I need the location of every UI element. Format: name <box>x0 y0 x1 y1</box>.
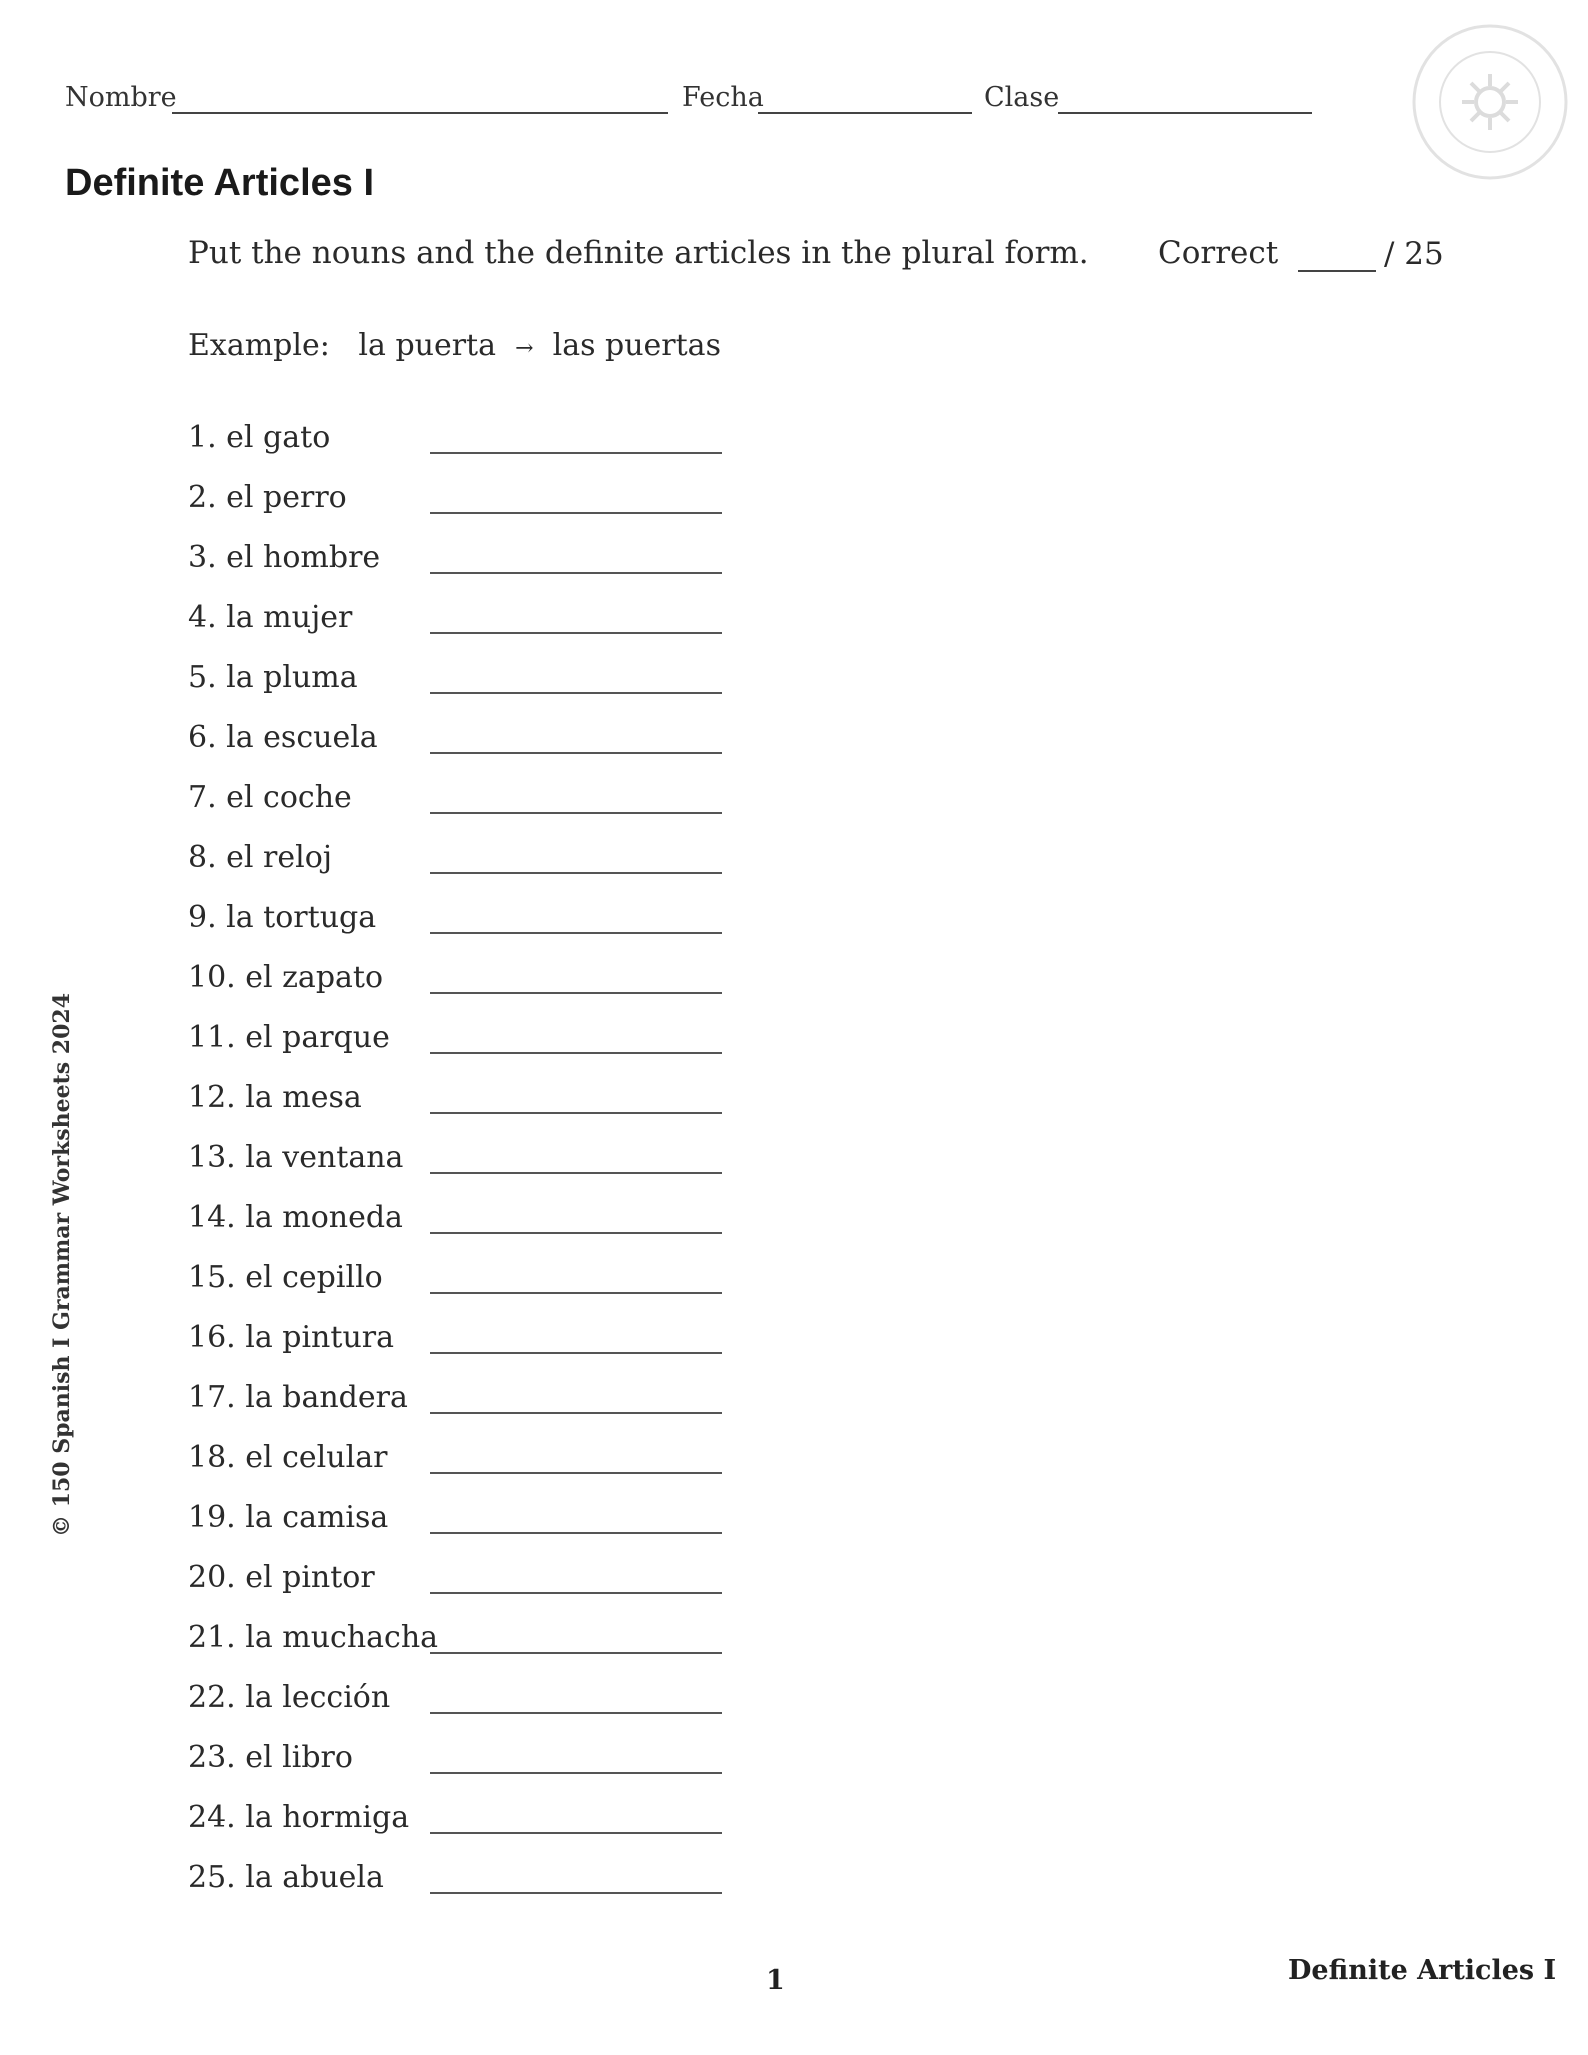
answer-field-23[interactable] <box>430 1772 722 1774</box>
answer-field-15[interactable] <box>430 1292 722 1294</box>
answer-field-21[interactable] <box>430 1652 722 1654</box>
answer-field-13[interactable] <box>430 1172 722 1174</box>
answer-field-6[interactable] <box>430 752 722 754</box>
answer-field-24[interactable] <box>430 1832 722 1834</box>
exercise-item-20: 20. el pintor <box>188 1560 375 1595</box>
name-label: Nombre <box>65 82 177 113</box>
answer-field-20[interactable] <box>430 1592 722 1594</box>
answer-field-5[interactable] <box>430 692 722 694</box>
exercise-item-11: 11. el parque <box>188 1020 390 1055</box>
example-plural: las puertas <box>552 328 721 363</box>
exercise-item-1: 1. el gato <box>188 420 331 455</box>
page-number: 1 <box>766 1965 785 1996</box>
score-total: / 25 <box>1384 236 1444 272</box>
exercise-item-8: 8. el reloj <box>188 840 333 875</box>
exercise-item-3: 3. el hombre <box>188 540 381 575</box>
exercise-item-6: 6. la escuela <box>188 720 378 755</box>
exercise-item-18: 18. el celular <box>188 1440 388 1475</box>
example-line <box>188 328 721 363</box>
exercise-item-7: 7. el coche <box>188 780 352 815</box>
exercise-item-14: 14. la moneda <box>188 1200 403 1235</box>
answer-field-17[interactable] <box>430 1412 722 1414</box>
example-singular: la puerta <box>358 328 496 363</box>
answer-field-4[interactable] <box>430 632 722 634</box>
exercise-item-2: 2. el perro <box>188 480 347 515</box>
answer-field-19[interactable] <box>430 1532 722 1534</box>
instructions: Put the nouns and the definite articles in the plural form. <box>188 235 1089 271</box>
arrow-icon: → <box>515 336 534 361</box>
coqui-sun-icon <box>1462 74 1518 130</box>
worksheet-title: Definite Articles I <box>65 162 375 204</box>
answer-field-16[interactable] <box>430 1352 722 1354</box>
exercise-item-12: 12. la mesa <box>188 1080 362 1115</box>
date-label: Fecha <box>682 82 764 113</box>
answer-field-25[interactable] <box>430 1892 722 1894</box>
exercise-item-21: 21. la muchacha <box>188 1620 439 1655</box>
answer-field-18[interactable] <box>430 1472 722 1474</box>
exercise-item-15: 15. el cepillo <box>188 1260 383 1295</box>
exercise-item-24: 24. la hormiga <box>188 1800 410 1835</box>
answer-field-7[interactable] <box>430 812 722 814</box>
answer-field-10[interactable] <box>430 992 722 994</box>
answer-field-2[interactable] <box>430 512 722 514</box>
exercise-item-19: 19. la camisa <box>188 1500 389 1535</box>
score-field[interactable] <box>1298 270 1376 272</box>
class-label: Clase <box>984 82 1060 113</box>
date-field[interactable] <box>758 112 972 114</box>
answer-field-12[interactable] <box>430 1112 722 1114</box>
answer-field-1[interactable] <box>430 452 722 454</box>
score-label: Correct <box>1158 235 1279 271</box>
class-field[interactable] <box>1058 112 1312 114</box>
footer-section-title: Definite Articles I <box>1288 1955 1557 1986</box>
exercise-item-5: 5. la pluma <box>188 660 358 695</box>
answer-field-9[interactable] <box>430 932 722 934</box>
answer-field-14[interactable] <box>430 1232 722 1234</box>
exercise-item-4: 4. la mujer <box>188 600 353 635</box>
exercise-item-13: 13. la ventana <box>188 1140 404 1175</box>
exercise-item-9: 9. la tortuga <box>188 900 377 935</box>
answer-field-22[interactable] <box>430 1712 722 1714</box>
seal-logo <box>1410 22 1570 182</box>
exercise-item-16: 16. la pintura <box>188 1320 394 1355</box>
answer-field-11[interactable] <box>430 1052 722 1054</box>
exercise-item-22: 22. la lección <box>188 1680 391 1715</box>
answer-field-8[interactable] <box>430 872 722 874</box>
example-label: Example: <box>188 328 330 363</box>
side-copyright: © 150 Spanish I Grammar Worksheets 2024 <box>49 992 75 1538</box>
exercise-item-17: 17. la bandera <box>188 1380 408 1415</box>
exercise-item-23: 23. el libro <box>188 1740 353 1775</box>
exercise-item-10: 10. el zapato <box>188 960 384 995</box>
answer-field-3[interactable] <box>430 572 722 574</box>
name-field[interactable] <box>172 112 668 114</box>
exercise-item-25: 25. la abuela <box>188 1860 384 1895</box>
